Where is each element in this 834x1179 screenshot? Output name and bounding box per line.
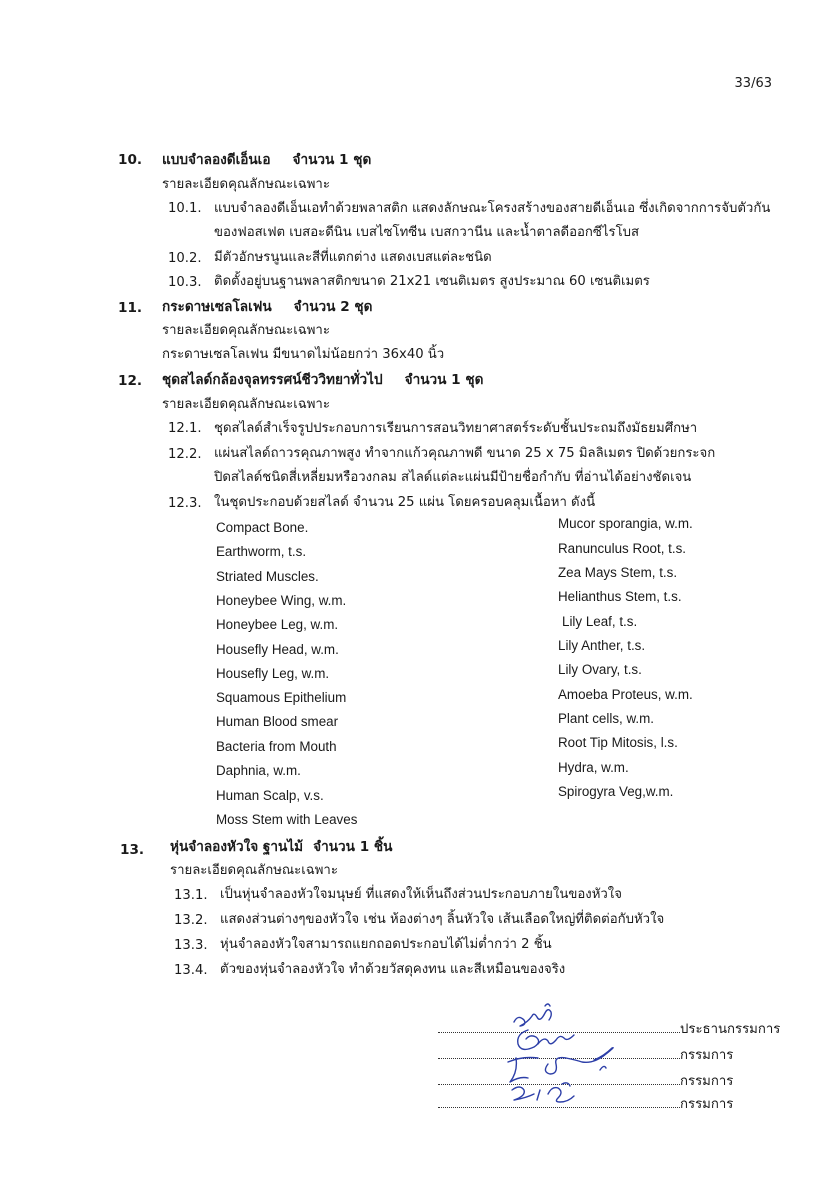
item-12-1-number: 12.1. (168, 421, 202, 436)
signature-2 (518, 1030, 574, 1049)
section-11-spec-label: รายละเอียดคุณลักษณะเฉพาะ (162, 323, 330, 338)
item-12-3-text: ในชุดประกอบด้วยสไลด์ จำนวน 25 แผ่น โดยครอบคลุมเนื้อหา ดังนี้ (214, 495, 596, 510)
item-13-4-text: ตัวของหุ่นจำลองหัวใจ ทำด้วยวัสดุคงทน และสีเหมือนของจริง (220, 962, 566, 977)
slide-right-5: Lily Leaf, t.s. (562, 614, 638, 629)
item-10-1-text: แบบจำลองดีเอ็นเอทำด้วยพลาสติก แสดงลักษณะโครงสร้างของสายดีเอ็นเอ ซึ่งเกิดจากการจับตัวกัน (214, 201, 771, 216)
slide-left-13: Moss Stem with Leaves (216, 812, 358, 827)
slide-right-7: Lily Ovary, t.s. (558, 662, 642, 677)
section-12-spec-label: รายละเอียดคุณลักษณะเฉพาะ (162, 397, 330, 412)
slide-left-1: Compact Bone. (216, 520, 309, 535)
slide-left-4: Honeybee Wing, w.m. (216, 593, 347, 608)
item-12-3-number: 12.3. (168, 496, 202, 511)
slide-left-9: Human Blood smear (216, 714, 339, 729)
slide-right-9: Plant cells, w.m. (558, 711, 654, 726)
slide-left-6: Housefly Head, w.m. (216, 642, 339, 657)
section-10-number: 10. (118, 152, 143, 168)
slide-left-3: Striated Muscles. (216, 569, 319, 584)
item-10-2-text: มีตัวอักษรนูนและสีที่แตกต่าง แสดงเบสแต่ละชนิด (214, 250, 492, 265)
item-13-2-text: แสดงส่วนต่างๆของหัวใจ เช่น ห้องต่างๆ ลิ้นหัวใจ เส้นเลือดใหญ่ที่ติดต่อกับหัวใจ (220, 912, 665, 927)
slide-right-10: Root Tip Mitosis, l.s. (558, 735, 678, 750)
section-10-title: แบบจำลองดีเอ็นเอ (162, 152, 271, 168)
section-10-quantity: จำนวน 1 ชุด (292, 152, 372, 168)
signature-role-2: กรรมการ (680, 1048, 734, 1063)
slide-left-12: Human Scalp, v.s. (216, 788, 324, 803)
section-11-quantity: จำนวน 2 ชุด (293, 299, 373, 315)
item-13-2-number: 13.2. (174, 913, 208, 928)
signature-role-4: กรรมการ (680, 1097, 734, 1112)
section-10-spec-label: รายละเอียดคุณลักษณะเฉพาะ (162, 177, 330, 192)
slide-right-4: Helianthus Stem, t.s. (558, 589, 682, 604)
section-12-title: ชุดสไลด์กล้องจุลทรรศน์ชีววิทยาทั่วไป (162, 372, 383, 388)
page-number: 33/63 (734, 76, 772, 91)
item-12-2-continuation: ปิดสไลด์ชนิดสี่เหลี่ยมหรือวงกลม สไลด์แต่ละแผ่นมีป้ายชื่อกำกับ ที่อ่านได้อย่างชัดเจน (214, 470, 692, 485)
item-10-3-number: 10.3. (168, 275, 202, 290)
item-13-1-number: 13.1. (174, 888, 208, 903)
slide-right-11: Hydra, w.m. (558, 760, 629, 775)
slide-right-8: Amoeba Proteus, w.m. (558, 687, 693, 702)
signature-3 (508, 1048, 613, 1082)
signature-4 (512, 1083, 574, 1102)
item-12-2-text: แผ่นสไลด์ถาวรคุณภาพสูง ทำจากแก้วคุณภาพดี ขนาด 25 x 75 มิลลิเมตร ปิดด้วยกระจก (214, 446, 716, 461)
signature-1 (514, 1004, 551, 1026)
slide-right-2: Ranunculus Root, t.s. (558, 541, 687, 556)
signature-role-1: ประธานกรรมการ (680, 1022, 781, 1037)
section-12-number: 12. (118, 373, 143, 389)
section-13-title: หุ่นจำลองหัวใจ ฐานไม้ (170, 839, 304, 855)
signature-role-3: กรรมการ (680, 1074, 734, 1089)
slide-left-2: Earthworm, t.s. (216, 544, 307, 559)
item-10-2-number: 10.2. (168, 251, 202, 266)
item-10-1-number: 10.1. (168, 201, 202, 216)
item-12-1-text: ชุดสไลด์สำเร็จรูปประกอบการเรียนการสอนวิทยาศาสตร์ระดับชั้นประถมถึงมัธยมศึกษา (214, 421, 698, 436)
section-11-text: กระดาษเซลโลเฟน มีขนาดไม่น้อยกว่า 36x40 นิ้ว (162, 347, 445, 362)
slide-right-1: Mucor sporangia, w.m. (558, 516, 693, 531)
slide-right-6: Lily Anther, t.s. (558, 638, 646, 653)
item-13-3-number: 13.3. (174, 938, 208, 953)
slide-left-7: Housefly Leg, w.m. (216, 666, 330, 681)
slide-left-10: Bacteria from Mouth (216, 739, 337, 754)
item-13-4-number: 13.4. (174, 963, 208, 978)
section-13-spec-label: รายละเอียดคุณลักษณะเฉพาะ (170, 863, 338, 878)
slide-left-8: Squamous Epithelium (216, 690, 347, 705)
slide-right-3: Zea Mays Stem, t.s. (558, 565, 678, 580)
slide-left-11: Daphnia, w.m. (216, 763, 301, 778)
section-13-quantity: จำนวน 1 ชิ้น (313, 839, 393, 855)
item-13-3-text: หุ่นจำลองหัวใจสามารถแยกถอดประกอบได้ไม่ต่ำกว่า 2 ชิ้น (220, 937, 552, 952)
section-12-quantity: จำนวน 1 ชุด (404, 372, 484, 388)
section-13-number: 13. (120, 842, 145, 858)
slide-right-12: Spirogyra Veg,w.m. (558, 784, 674, 799)
slide-left-5: Honeybee Leg, w.m. (216, 617, 339, 632)
item-13-1-text: เป็นหุ่นจำลองหัวใจมนุษย์ ที่แสดงให้เห็นถึงส่วนประกอบภายในของหัวใจ (220, 887, 622, 902)
section-11-number: 11. (118, 300, 143, 316)
item-10-1-continuation: ของฟอสเฟต เบสอะดีนิน เบสไซโทซีน เบสกวานีน และน้ำตาลดีออกซีไรโบส (214, 225, 640, 240)
item-10-3-text: ติดตั้งอยู่บนฐานพลาสติกขนาด 21x21 เซนติเมตร สูงประมาณ 60 เซนติเมตร (214, 274, 650, 289)
section-11-title: กระดาษเซลโลเฟน (162, 299, 272, 315)
item-12-2-number: 12.2. (168, 447, 202, 462)
